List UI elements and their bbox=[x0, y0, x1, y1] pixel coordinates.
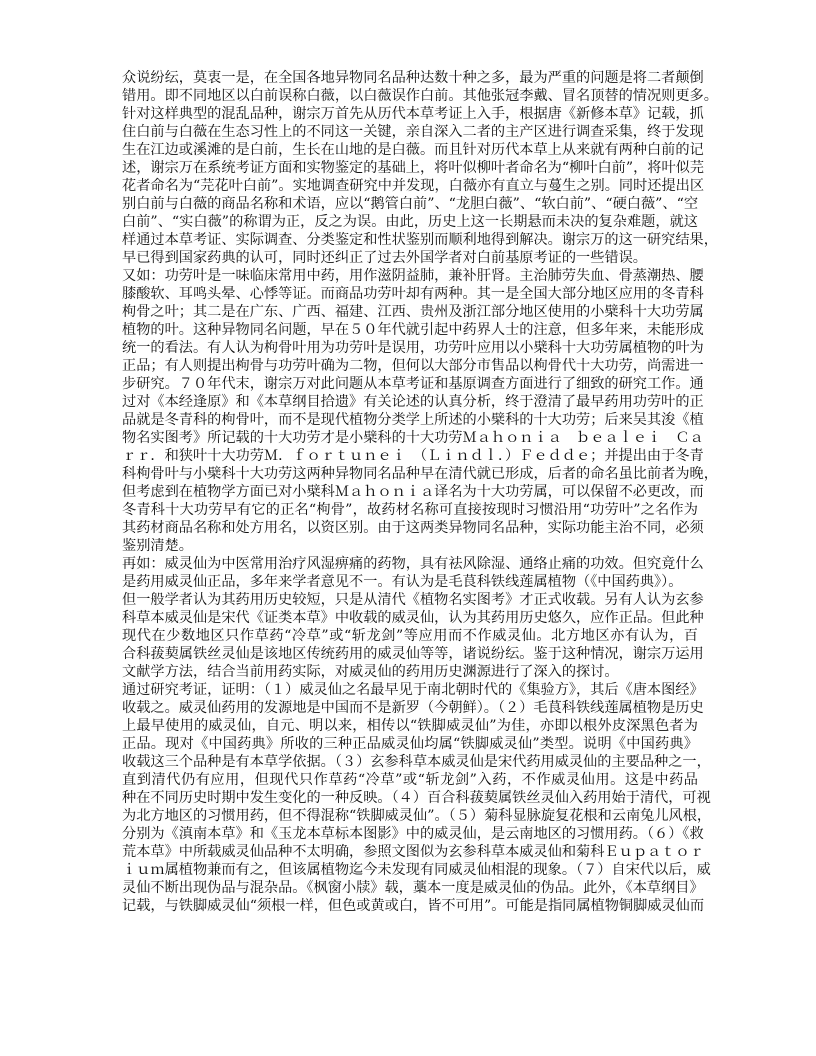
text-line: 上最早使用的威灵仙，自元、明以来，相传以“铁脚威灵仙”为佳，亦即以根外皮深黑色者为 bbox=[122, 718, 698, 734]
text-line: 针对这样典型的混乱品种，谢宗万首先从历代本草考证上入手，根据唐《新修本草》记载，抓 bbox=[122, 106, 704, 122]
text-line: 正品；有人则提出枸骨与功劳叶确为二物，但何以大部分市售品以枸骨代十大功劳，尚需进一 bbox=[122, 358, 704, 374]
text-line: 植物的叶。这种异物同名问题，早在５０年代就引起中药界人士的注意，但多年来，未能形成 bbox=[122, 322, 704, 338]
text-line: 早已得到国家药典的认可，同时还纠正了过去外国学者对白前基原考证的一些错误。 bbox=[122, 250, 647, 266]
document-body bbox=[122, 69, 718, 915]
text-line: 住白前与白薇在生态习性上的不同这一关键，亲自深入二者的主产区进行调查采集，终于发现 bbox=[122, 124, 704, 140]
text-line: 枸骨之叶；其二是在广东、广西、福建、江西、贵州及浙江部分地区使用的小檗科十大功劳属 bbox=[122, 304, 704, 320]
text-line: 膝酸软、耳鸣头晕、心悸等证。而商品功劳叶却有两种。其一是全国大部分地区应用的冬青科 bbox=[122, 286, 704, 302]
text-line: 荒本草》中所载威灵仙品种不太明确，参照文图似为玄参科草本威灵仙和菊科Ｅｕｐａｔｏｒ bbox=[122, 844, 704, 860]
text-line: 现代在少数地区只作草药“冷草”或“斩龙剑”等应用而不作威灵仙。北方地区亦有认为，百 bbox=[122, 628, 698, 644]
text-line: 灵仙不断出现伪品与混杂品。《枫窗小牍》载，藁本一度是威灵仙的伪品。此外，《本草纲目》 bbox=[122, 880, 704, 896]
text-line: 记载，与铁脚威灵仙“须根一样，但色或黄或白，皆不可用”。可能是指同属植物铜脚威灵仙而 bbox=[122, 898, 705, 914]
text-line: 科草本威灵仙是宋代《证类本草》中收载的威灵仙，认为其药用历史悠久，应作正品。但此种 bbox=[122, 610, 704, 626]
text-line: 冬青科十大功劳早有它的正名“枸骨”，故药材名称可直接按现时习惯沿用“功劳叶”之名作为 bbox=[122, 502, 698, 518]
text-line: 但一般学者认为其药用历史较短，只是从清代《植物名实图考》才正式收载。另有人认为玄参 bbox=[122, 592, 704, 608]
text-line: 错用。即不同地区以白前误称白薇，以白薇误作白前。其他张冠李戴、冒名顶替的情况则更多。 bbox=[122, 88, 718, 104]
text-line: 科枸骨叶与小檗科十大功劳这两种异物同名品种早在清代就已形成，后者的命名虽比前者为晚， bbox=[122, 466, 718, 482]
text-line: ｉｕｍ属植物兼而有之，但该属植物迄今未发现有同威灵仙相混的现象。（７）自宋代以后，威 bbox=[122, 862, 711, 878]
text-line: 品就是冬青科的枸骨叶，而不是现代植物分类学上所述的小檗科的十大功劳；后来吴其浚《植 bbox=[122, 412, 704, 428]
text-line: 合科菝葜属铁丝灵仙是该地区传统药用的威灵仙等等，诸说纷纭。鉴于这种情况，谢宗万运用 bbox=[122, 646, 704, 662]
text-line: 但考虑到在植物学方面已对小檗科Ｍａｈｏｎｉａ译名为十大功劳属，可以保留不必更改，而 bbox=[122, 484, 704, 500]
text-line: 步研究。７０年代末，谢宗万对此问题从本草考证和基原调查方面进行了细致的研究工作。通 bbox=[122, 376, 704, 392]
text-line: 别白前与白薇的商品名称和术语，应以“鹅管白前”、“龙胆白薇”、“软白前”、“硬白薇”、“空 bbox=[122, 196, 699, 212]
text-line: 其药材商品名称和处方用名，以资区别。由于这两类异物同名品种，实际功能主治不同，必须 bbox=[122, 520, 704, 536]
text-line: 又如：功劳叶是一味临床常用中药，用作滋阴益肺，兼补肝肾。主治肺劳失血、骨蒸潮热、腰 bbox=[122, 268, 704, 284]
paragraph bbox=[122, 681, 712, 915]
text-line: 白前”、“实白薇”的称谓为正，反之为误。由此，历史上这一长期悬而未决的复杂难题，就这 bbox=[122, 214, 698, 230]
text-line: 收载这三个品种是有本草学依据。（３）玄参科草本威灵仙是宋代药用威灵仙的主要品种之一， bbox=[122, 754, 711, 770]
text-line: 再如：威灵仙为中医常用治疗风湿痹痛的药物，具有祛风除湿、通络止痛的功效。但究竟什么 bbox=[122, 556, 704, 572]
text-line: 为北方地区的习惯用药，但不得混称“铁脚威灵仙”。（５）菊科显脉旋复花根和云南兔儿风根， bbox=[122, 808, 712, 824]
paragraph bbox=[122, 267, 718, 555]
text-line: 花者命名为“芫花叶白前”。实地调查研究中并发现，白薇亦有直立与蔓生之别。同时还提出区 bbox=[122, 178, 705, 194]
paragraph bbox=[122, 69, 718, 267]
text-line: 是药用威灵仙正品，多年来学者意见不一。有认为是毛茛科铁线莲属植物（《中国药典》）。 bbox=[122, 574, 683, 590]
text-line: 物名实图考》所记载的十大功劳才是小檗科的十大功劳Ｍａｈｏｎｉａ ｂｅａｌｅｉ Ｃａ bbox=[122, 430, 704, 446]
text-line: 种在不同历史时期中发生变化的一种反映。（４）百合科菝葜属铁丝灵仙入药用始于清代，可视 bbox=[122, 790, 711, 806]
text-line: 鉴别清楚。 bbox=[122, 538, 193, 554]
paragraph bbox=[122, 591, 704, 681]
text-line: 样通过本草考证、实际调查、分类鉴定和性状鉴别而顺利地得到解决。谢宗万的这一研究结果， bbox=[122, 232, 718, 248]
text-line: 分别为《滇南本草》和《玉龙本草标本图影》中的威灵仙，是云南地区的习惯用药。（６）《救 bbox=[122, 826, 704, 842]
text-line: 收载之。威灵仙药用的发源地是中国而不是新罗（今朝鲜）。（２）毛茛科铁线莲属植物是历史 bbox=[122, 700, 704, 716]
text-line: 统一的看法。有人认为枸骨叶用为功劳叶是误用，功劳叶应用以小檗科十大功劳属植物的叶为 bbox=[122, 340, 704, 356]
text-line: ｒｒ．和狭叶十大功劳Ｍ．ｆｏｒｔｕｎｅｉ （Ｌｉｎｄｌ．）Ｆｅｄｄｅ；并提出由于冬青 bbox=[122, 448, 704, 464]
text-line: 过对《本经逢原》和《本草纲目拾遗》有关论述的认真分析，终于澄清了最早药用功劳叶的正 bbox=[122, 394, 704, 410]
text-line: 生在江边或溪滩的是白前，生长在山地的是白薇。而且针对历代本草上从来就有两种白前的记 bbox=[122, 142, 704, 158]
text-line: 正品。现对《中国药典》所收的三种正品威灵仙均属“铁脚威灵仙”类型。说明《中国药典》 bbox=[122, 736, 698, 752]
text-line: 述，谢宗万在系统考证方面和实物鉴定的基础上，将叶似柳叶者命名为“柳叶白前”，将叶似芫 bbox=[122, 160, 705, 176]
text-line: 众说纷纭，莫衷一是，在全国各地异物同名品种达数十种之多，最为严重的问题是将二者颠倒 bbox=[122, 70, 704, 86]
text-line: 直到清代仍有应用，但现代只作草药“冷草”或“斩龙剑”入药，不作威灵仙用。这是中药品 bbox=[122, 772, 698, 788]
paragraph bbox=[122, 555, 704, 591]
text-line: 通过研究考证，证明：（１）威灵仙之名最早见于南北朝时代的《集验方》，其后《唐本图经》 bbox=[122, 682, 704, 698]
text-line: 文献学方法，结合当前用药实际，对威灵仙的药用历史渊源进行了深入的探讨。 bbox=[122, 664, 619, 680]
